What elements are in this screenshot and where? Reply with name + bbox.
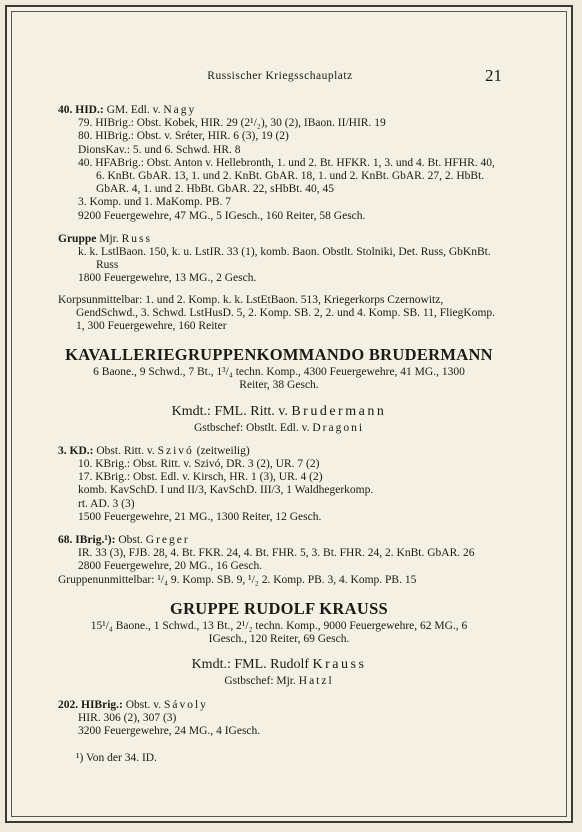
entry-body [58,712,500,738]
unit-label: 40. HID.: [58,104,104,116]
staff-prefix: Gstbschef: Mjr. [224,675,299,688]
group-direct-units: Gruppenunmittelbar: ¹/₄ 9. Komp. SB. 9, ¹/₂ 2. Komp. PB. 3, 4. Komp. PB. 15 [58,573,417,586]
footnote: ¹) Von der 34. ID. [76,752,157,765]
commander-prefix: Kmdt.: FML. Ritt. v. [171,403,292,419]
entry-line: 17. KBrig.: Obst. Edl. v. Kirsch, HR. 1 (3), UR. 4 (2) [78,471,323,484]
entry-line: k. k. LstlBaon. 150, k. u. LstIR. 33 (1), komb. Baon. Obstlt. Stolniki, Det. Russ, GbKnBt. Russ [78,246,491,272]
commander-note: (zeitweilig) [193,444,250,457]
brigade-68-ibrig [58,534,500,574]
entry-body [58,117,500,223]
staff-prefix: Gstbschef: Obstlt. Edl. v. [193,421,313,434]
commander-name: Brudermann [291,403,387,419]
commander-name: Krauss [312,657,367,673]
division-3-kd [58,445,500,524]
unit-label: Gruppe [58,232,97,245]
strength-line: 1800 Feuergewehre, 13 MG., 2 Gesch. [78,272,257,285]
strength-line: 2800 Feuergewehre, 20 MG., 16 Gesch. [78,560,263,573]
korps-direct-units: Korpsunmittelbar: 1. und 2. Komp. k. k. LstEtBaon. 513, Kriegerkorps Czernowitz, GendSchwd., 3. Schwd. LstHusD. 5, 2. Komp. SB. 2, 2. und 4. Komp. SB. 11, FliegKomp. 1, 300 Feuergewehre, 160 Reiter [58,293,496,333]
chief-of-staff-line [58,675,500,688]
entry-heading [58,445,500,458]
commander-rank: Obst. [115,534,146,547]
entry-line: 80. HIBrig.: Obst. v. Sréter, HIR. 6 (3), 19 (2) [78,130,289,143]
running-title: Russischer Kriegsschauplatz [207,70,353,82]
entry-heading [58,104,500,117]
strength-line: 3200 Feuergewehre, 24 MG., 4 IGesch. [78,724,261,737]
strength-line: 9200 Feuergewehre, 47 MG., 5 IGesch., 160 Reiter, 58 Gesch. [78,209,366,222]
entry-body [58,246,500,286]
commander-prefix: Kmdt.: FML. Rudolf [191,657,313,673]
brigade-202-hibrig [58,699,500,739]
entry-line: DionsKav.: 5. und 6. Schwd. HR. 8 [78,143,241,156]
unit-label: 68. IBrig.¹): [58,534,116,547]
unit-label: 3. KD.: [58,444,94,457]
commander-line [58,656,500,673]
strength-line: 1500 Feuergewehre, 21 MG., 1300 Reiter, 12 Gesch. [78,510,322,523]
entry-line: HIR. 306 (2), 307 (3) [78,711,177,724]
entry-heading [58,233,500,246]
page-header [58,66,502,94]
section-heading-kavallerie: KAVALLERIEGRUPPENKOMMANDO BRUDERMANN [65,345,493,365]
page-number: 21 [485,66,502,85]
entry-line: 3. Komp. und 1. MaKomp. PB. 7 [78,196,232,209]
entry-line: 79. HIBrig.: Obst. Kobek, HIR. 29 (2¹/₂), 30 (2), IBaon. II/HIR. 19 [78,117,386,130]
commander-rank: Mjr. [96,232,122,245]
entry-line: 40. HFABrig.: Obst. Anton v. Hellebronth, 1. und 2. Bt. HFKR. 1, 3. und 4. Bt. HFHR. 40, 6. KnBt. GbAR. 13, 1. und 2. KnBt. GbAR. 18, 1. und 2. KnBt. GbAR. 27, 2. HbBt. GbAR. 4, 1. und 2. HbBt. GbAR. 22, sHbBt. 40, 45 [78,156,495,196]
commander-rank: GM. Edl. v. [103,104,164,116]
commander-name: Szivó [157,444,194,457]
commander-line [58,403,500,420]
entry-body [58,458,500,524]
page-content [58,102,500,765]
section-summary: 15¹/₄ Baone., 1 Schwd., 13 Bt., 2¹/₂ techn. Komp., 9000 Feuergewehre, 62 MG., 6 IGesch., 120 Reiter, 69 Gesch. [90,619,468,646]
commander-name: Nagy [163,104,197,116]
commander-rank: Obst. v. [122,698,164,711]
staff-name: Hatzl [298,675,334,688]
entry-body [58,547,500,573]
entry-heading [58,534,500,547]
unit-label: 202. HIBrig.: [58,698,123,711]
commander-rank: Obst. Ritt. v. [93,444,158,457]
group-russ [58,233,500,286]
entry-line: rt. AD. 3 (3) [78,497,135,510]
division-40-hid [58,104,500,223]
entry-heading [58,699,500,712]
chief-of-staff-line [58,422,500,435]
entry-line: IR. 33 (3), FJB. 28, 4. Bt. FKR. 24, 4. Bt. FHR. 5, 3. Bt. FHR. 24, 2. KnBt. GbAR. 26 [78,547,475,560]
commander-name: Greger [145,534,190,547]
commander-name: Russ [121,232,152,245]
entry-line: komb. KavSchD. I und II/3, KavSchD. III/3, 1 Waldhegerkomp. [78,484,374,497]
commander-name: Sávoly [163,698,208,711]
section-summary: 6 Baone., 9 Schwd., 7 Bt., 1³/₄ techn. Komp., 4300 Feuergewehre, 41 MG., 1300 Reiter, 38 Gesch. [93,366,465,392]
entry-line: 10. KBrig.: Obst. Ritt. v. Szivó, DR. 3 (2), UR. 7 (2) [78,458,320,471]
section-heading-krauss: GRUPPE RUDOLF KRAUSS [169,598,389,618]
staff-name: Dragoni [312,421,365,434]
